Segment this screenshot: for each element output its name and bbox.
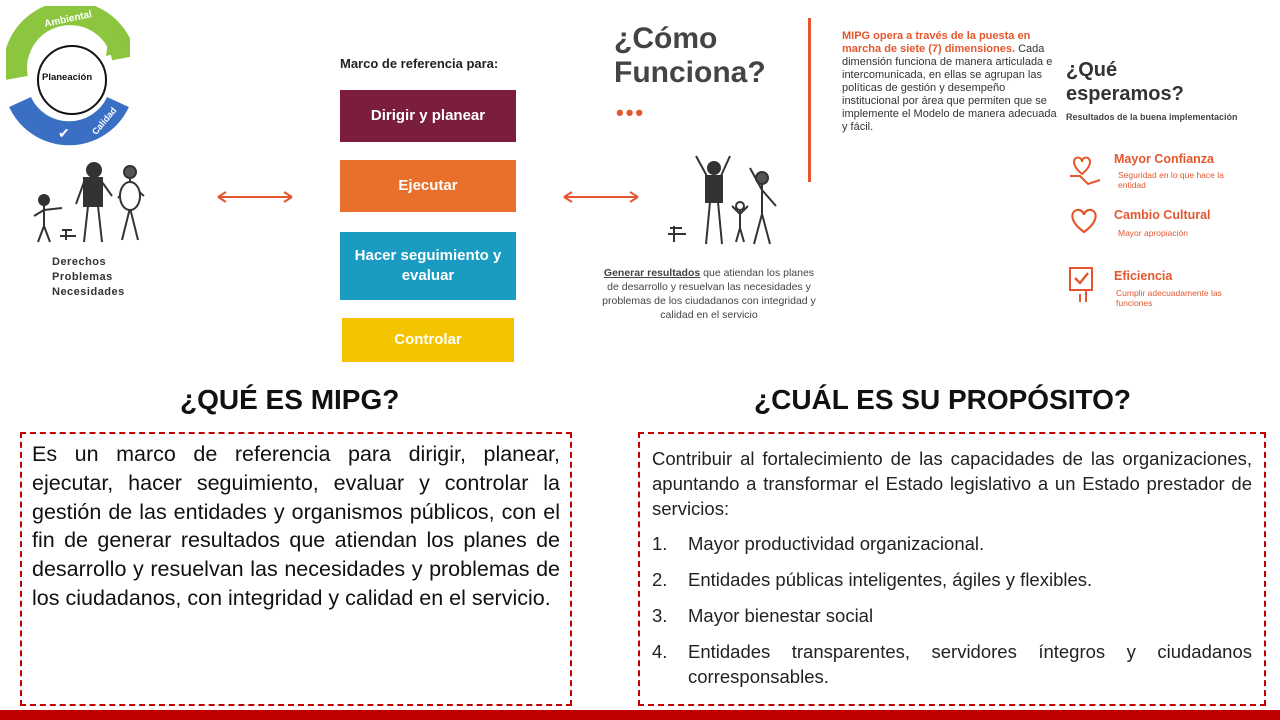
cycle-bottom-label: Calidad (89, 105, 119, 137)
list-item (652, 531, 1252, 556)
que-esperamos-title (1066, 58, 1184, 106)
result-sub: Mayor apropiación (1118, 228, 1188, 238)
family-illustration (22, 160, 182, 250)
result-item (1066, 264, 1102, 309)
como-line2: Funciona? (614, 56, 766, 89)
proposito-box (638, 432, 1266, 706)
result-title: Eficiencia (1114, 269, 1173, 283)
list-number: 3. (652, 605, 668, 626)
section-title-que-es: ¿QUÉ ES MIPG? (180, 384, 400, 415)
result-sub: Seguridad en lo que hace la entidad (1118, 170, 1224, 190)
list-item (652, 567, 1252, 592)
caption-line: Problemas (52, 271, 113, 283)
result-sub: Cumplir adecuadamente las funciones (1116, 288, 1222, 308)
como-line1: ¿Cómo (614, 22, 718, 55)
caption-line: Necesidades (52, 286, 125, 298)
que-es-mipg-box (20, 432, 572, 706)
step-dirigir: Dirigir y planear (340, 90, 516, 142)
step-ejecutar: Ejecutar (340, 160, 516, 212)
footer-bar (0, 710, 1280, 720)
cycle-top-label: Ambiental (43, 9, 93, 30)
heart-icon (1066, 206, 1102, 236)
generar-rest-text: que atiendan los planes de desarrollo y resuelvan las necesidades y problemas de los ciudadanos con integridad y calidad en el servicio (602, 267, 816, 321)
que-subtitle: Resultados de la buena implementación (1066, 112, 1238, 122)
generar-resultados-text (600, 266, 818, 322)
result-title: Mayor Confianza (1114, 152, 1215, 166)
como-funciona-title (614, 22, 766, 90)
mipg-body: Cada dimensión funciona de manera articulada e intercomunicada, en ellas se agrupan las políticas de gestión y desempeño institucional por área que permiten que se implemente el Modelo de manera adecuada y fácil. (842, 43, 1057, 133)
celebrating-family-illustration (658, 150, 798, 254)
hand-heart-icon (1066, 150, 1104, 188)
result-item (1066, 206, 1102, 241)
check-icon: ✔ (58, 125, 70, 141)
result-title: Cambio Cultural (1114, 208, 1211, 222)
list-item (652, 603, 1252, 628)
dots-decoration: ••• (616, 100, 646, 125)
generar-link-text: Generar resultados (603, 267, 701, 279)
section-title-proposito: ¿CUÁL ES SU PROPÓSITO? (754, 384, 1132, 415)
result-item (1066, 150, 1104, 193)
caption-line: Derechos (52, 256, 107, 268)
recycle-icon: ♻ (26, 55, 37, 69)
step-seguimiento: Hacer seguimiento y evaluar (340, 232, 516, 300)
divider-line (808, 18, 811, 182)
cycle-center-label: Planeación (42, 72, 93, 83)
que-line2: esperamos? (1066, 83, 1184, 105)
list-number: 2. (652, 569, 668, 590)
step-controlar: Controlar (342, 318, 514, 362)
mipg-dimensions-text (842, 30, 1057, 134)
list-text: Entidades públicas inteligentes, ágiles y flexibles. (688, 569, 1093, 590)
list-text: Entidades transparentes, servidores íntegros y ciudadanos corresponsables. (688, 641, 1252, 687)
proposito-intro: Contribuir al fortalecimiento de las capacidades de las organizaciones, apuntando a transformar el Estado legislativo a un Estado prestador de servicios: (652, 448, 1252, 519)
marco-title: Marco de referencia para: (340, 56, 499, 71)
left-caption (52, 255, 125, 300)
double-arrow-icon (216, 190, 294, 204)
checklist-icon (1066, 264, 1102, 304)
que-line1: ¿Qué (1066, 59, 1118, 81)
list-number: 1. (652, 533, 668, 554)
proposito-list (652, 531, 1252, 689)
mipg-cycle-logo (6, 6, 130, 150)
list-number: 4. (652, 641, 668, 662)
list-item (652, 639, 1252, 689)
double-arrow-icon (562, 190, 640, 204)
list-text: Mayor productividad organizacional. (688, 533, 985, 554)
list-text: Mayor bienestar social (688, 605, 874, 626)
mipg-highlight: MIPG opera a través de la puesta en marcha de siete (7) dimensiones. (842, 30, 1031, 55)
que-es-mipg-body: Es un marco de referencia para dirigir, planear, ejecutar, hacer seguimiento, evaluar y controlar la gestión de las entidades y organismos públicos, con el fin de generar resultados que atiendan los planes de desarrollo y resuelvan las necesidades y problemas de los ciudadanos, con integridad y calidad en el servicio. (32, 442, 560, 610)
